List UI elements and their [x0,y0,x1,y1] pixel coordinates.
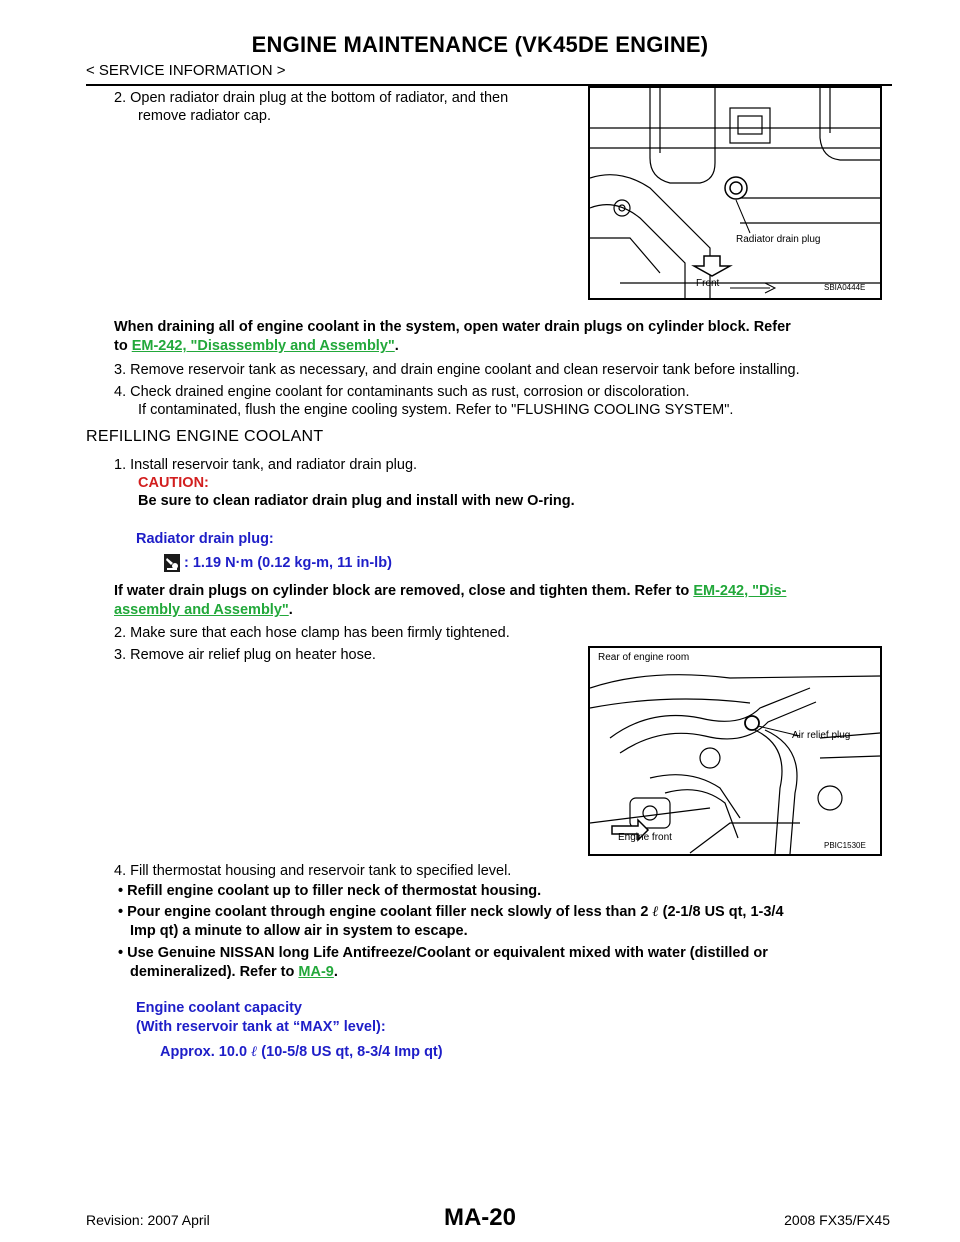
drain-note-line2 [114,336,399,356]
caution-text: Be sure to clean radiator drain plug and install with new O-ring. [138,493,575,509]
bullet-2-text-a: Pour engine coolant through engine coolant filler neck slowly of less than 2 [127,904,649,920]
link-em-242-dis[interactable]: EM-242, "Dis- [693,583,787,599]
torque-wrench-icon [164,554,180,572]
bullet-2-line1: • Pour engine coolant through engine coolant filler neck slowly of less than 2 ℓ (2-1/8 US qt, 1-3/4 [118,903,784,920]
bullet-3-text-2: demineralized). Refer to [130,964,299,980]
link-assembly-and-assembly[interactable]: assembly and Assembly" [114,602,289,618]
link-em-242-disassembly[interactable]: EM-242, "Disassembly and Assembly" [131,338,395,354]
refill-step-4: 4. Fill thermostat housing and reservoir tank to specified level. [114,863,512,879]
bullet-3-line1: • Use Genuine NISSAN long Life Antifreeze/Coolant or equivalent mixed with water (distilled or [118,945,768,961]
bullet-3-end: . [333,964,338,980]
torque-value: : 1.19 N·m (0.12 kg-m, 11 in-lb) [184,555,392,571]
bullet-2-text-b: (2-1/8 US qt, 1-3/4 [662,904,784,920]
block-drain-end: . [288,602,293,618]
figure-id: PBIC1530E [824,841,866,850]
step-2-drain-line2: remove radiator cap. [138,108,271,124]
capacity-value [160,1042,443,1062]
refill-step-1: 1. Install reservoir tank, and radiator drain plug. [114,457,418,473]
step-4-drain-line2: If contaminated, flush the engine cooling system. Refer to "FLUSHING COOLING SYSTEM". [138,402,734,418]
heading-refilling-engine-coolant: REFILLING ENGINE COOLANT [86,428,324,445]
capacity-label-1: Engine coolant capacity [136,1000,302,1016]
bullet-1-text: Refill engine coolant up to filler neck of thermostat housing. [127,883,542,899]
figure-radiator-drain-plug [588,86,882,300]
link-ma-9[interactable]: MA-9 [298,964,334,980]
page-number: MA-20 [443,1204,516,1231]
capacity-value-b: (10-5/8 US qt, 8-3/4 Imp qt) [261,1044,443,1060]
refill-step-3: 3. Remove air relief plug on heater hose. [114,647,376,663]
drain-note-line1: When draining all of engine coolant in the system, open water drain plugs on cylinder block. Refer [114,319,791,335]
bullet-2-line2: Imp qt) a minute to allow air in system to escape. [130,923,468,939]
figure-label-engine-front: Engine front [618,832,672,843]
capacity-value-a: Approx. 10.0 [160,1044,248,1060]
engine-room-illustration [590,648,880,854]
page-title: ENGINE MAINTENANCE (VK45DE ENGINE) [251,32,709,57]
drain-note-to: to [114,338,132,354]
radiator-drain-illustration [590,88,880,298]
torque-label: Radiator drain plug: [136,531,274,547]
liter-symbol: ℓ [251,1043,258,1060]
figure-title-rear-of-engine-room: Rear of engine room [598,652,690,663]
step-2-drain-line1: 2. Open radiator drain plug at the bottom of radiator, and then [114,90,509,106]
section-label: < SERVICE INFORMATION > [86,62,286,79]
figure-callout-radiator-drain-plug: Radiator drain plug [736,234,821,245]
capacity-label-2: (With reservoir tank at “MAX” level): [136,1019,386,1035]
step-4-drain-line1: 4. Check drained engine coolant for contaminants such as rust, corrosion or discoloration. [114,384,690,400]
drain-note-end: . [394,338,399,354]
vehicle-model: 2008 FX35/FX45 [784,1212,890,1228]
figure-callout-air-relief-plug: Air relief plug [792,730,851,741]
figure-label-front: Front [696,278,720,289]
block-drain-text: If water drain plugs on cylinder block are removed, close and tighten them. Refer to [114,583,694,599]
bullet-1: • Refill engine coolant up to filler neck of thermostat housing. [118,883,542,899]
bullet-3-text: Use Genuine NISSAN long Life Antifreeze/Coolant or equivalent mixed with water (distilled or [127,945,768,961]
liter-symbol: ℓ [652,903,659,920]
step-3-drain: 3. Remove reservoir tank as necessary, and drain engine coolant and clean reservoir tank before installing. [114,362,800,378]
caution-label: CAUTION: [138,475,209,491]
refill-step-2: 2. Make sure that each hose clamp has been firmly tightened. [114,625,510,641]
revision-date: Revision: 2007 April [86,1212,210,1228]
bullet-3-line2 [130,962,338,982]
block-drain-line2 [114,600,293,620]
block-drain-line1 [114,581,786,601]
figure-id: SBIA0444E [824,283,866,292]
figure-air-relief-plug [588,646,882,856]
